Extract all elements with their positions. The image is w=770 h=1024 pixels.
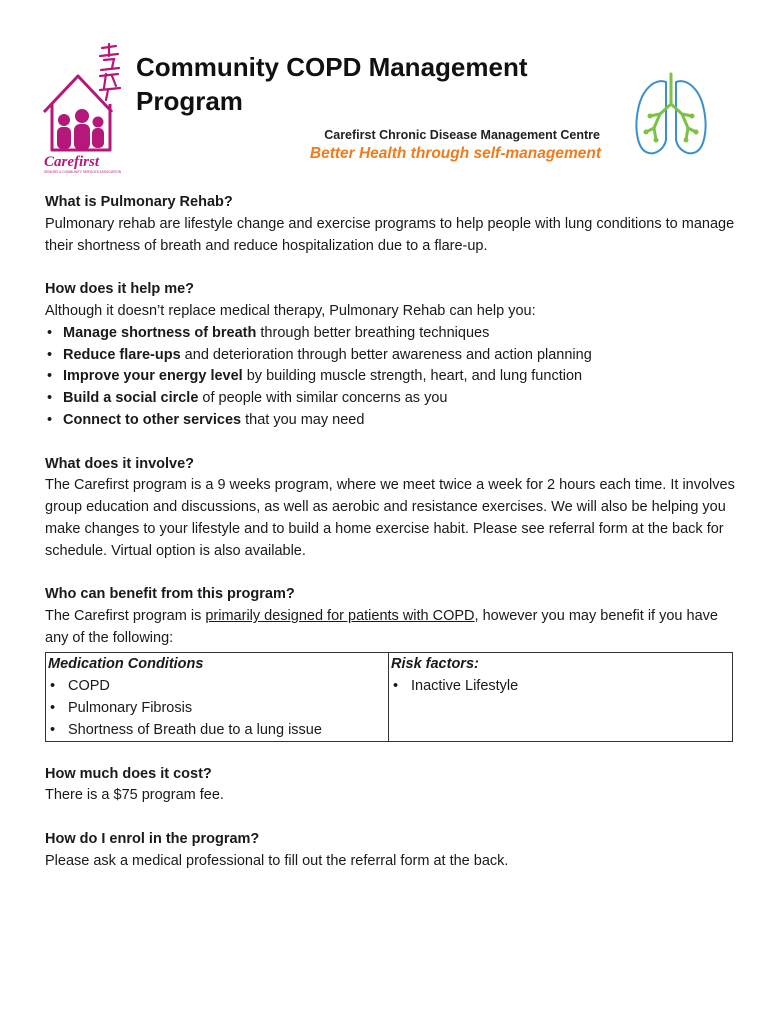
list-item-text: and deterioration through better awareness and action planning (180, 346, 592, 363)
list-item-bold: Manage shortness of breath (63, 324, 257, 341)
section-heading: How does it help me? (45, 281, 195, 298)
section-heading: What is Pulmonary Rehab? (45, 194, 233, 210)
list-item-bold: Build a social circle (63, 390, 199, 407)
tagline: Better Health through self-management (309, 145, 601, 162)
section-heading: How do I enrol in the program? (45, 830, 260, 847)
table-cell-conditions (46, 652, 389, 741)
section-involve (45, 454, 735, 563)
list-item (45, 388, 735, 410)
section-heading: What does it involve? (45, 455, 195, 472)
table-header: Medication Conditions (48, 655, 204, 672)
section-heading: How much does it cost? (45, 765, 212, 782)
section-body: There is a $75 program fee. (45, 787, 224, 804)
section-body: Please ask a medical professional to fill out the referral form at the back. (45, 852, 509, 869)
section-how-help (45, 279, 735, 432)
list-item (45, 323, 735, 345)
section-intro: Although it doesn’t replace medical therapy, Pulmonary Rehab can help you: (45, 302, 536, 319)
conditions-list (48, 675, 386, 741)
lungs-icon (632, 70, 710, 158)
section-pulmonary-rehab (45, 192, 735, 257)
table-header: Risk factors: (391, 655, 479, 672)
list-item: • Inactive Lifestyle (391, 675, 730, 697)
section-enrol (45, 829, 735, 873)
list-item-bold: Reduce flare-ups (63, 346, 181, 363)
table-row (46, 652, 733, 741)
title-block (136, 50, 616, 118)
section-body (45, 606, 735, 650)
body-text-underlined: primarily designed for patients with COPD (205, 608, 475, 625)
list-item (45, 345, 735, 367)
list-item-text: by building muscle strength, heart, and lung function (242, 368, 583, 385)
logo-subtext: SENIORS & COMMUNITY SERVICES ASSOCIATION (44, 170, 122, 174)
page-title-line2: Program (136, 86, 243, 116)
conditions-table (45, 652, 733, 742)
page-title-line1: Community COPD Management (136, 52, 528, 82)
list-item: • COPD (48, 675, 386, 697)
list-item: • Pulmonary Fibrosis (48, 697, 386, 719)
list-item-bold: Improve your energy level (63, 368, 243, 385)
table-cell-risk-factors (389, 652, 733, 741)
section-body: The Carefirst program is a 9 weeks program, where we meet twice a week for 2 hours each time. It involves group education and discussions, as well as aerobic and resistance exercises. We will also be helping you make changes to your lifestyle and to build a home exercise habit. Please see referral form at the back for schedule. Virtual option is also available. (45, 477, 735, 559)
list-item (45, 410, 735, 432)
section-who-benefits (45, 584, 735, 741)
section-heading: Who can benefit from this program? (45, 586, 295, 603)
logo-wordmark: Carefirst (44, 154, 100, 170)
list-item (45, 366, 735, 388)
body-text-pre: The Carefirst program is (45, 608, 206, 625)
list-item-text: that you may need (241, 411, 365, 428)
carefirst-logo (40, 42, 126, 174)
benefits-list (45, 323, 735, 432)
list-item-bold: Connect to other services (63, 411, 242, 428)
list-item-text: through better breathing techniques (256, 324, 490, 341)
centre-name: Carefirst Chronic Disease Management Centre (324, 128, 600, 142)
section-body: Pulmonary rehab are lifestyle change and exercise programs to help people with lung conditions to manage their shortness of breath and reduce hospitalization due to a flare-up. (45, 215, 735, 254)
list-item: • Shortness of Breath due to a lung issue (48, 719, 386, 741)
section-cost (45, 764, 735, 808)
risk-factors-list (391, 675, 730, 697)
list-item-text: of people with similar concerns as you (198, 390, 448, 407)
body-content (45, 192, 735, 894)
body-text-post: , however you may benefit if you have any of the following: (45, 608, 718, 646)
